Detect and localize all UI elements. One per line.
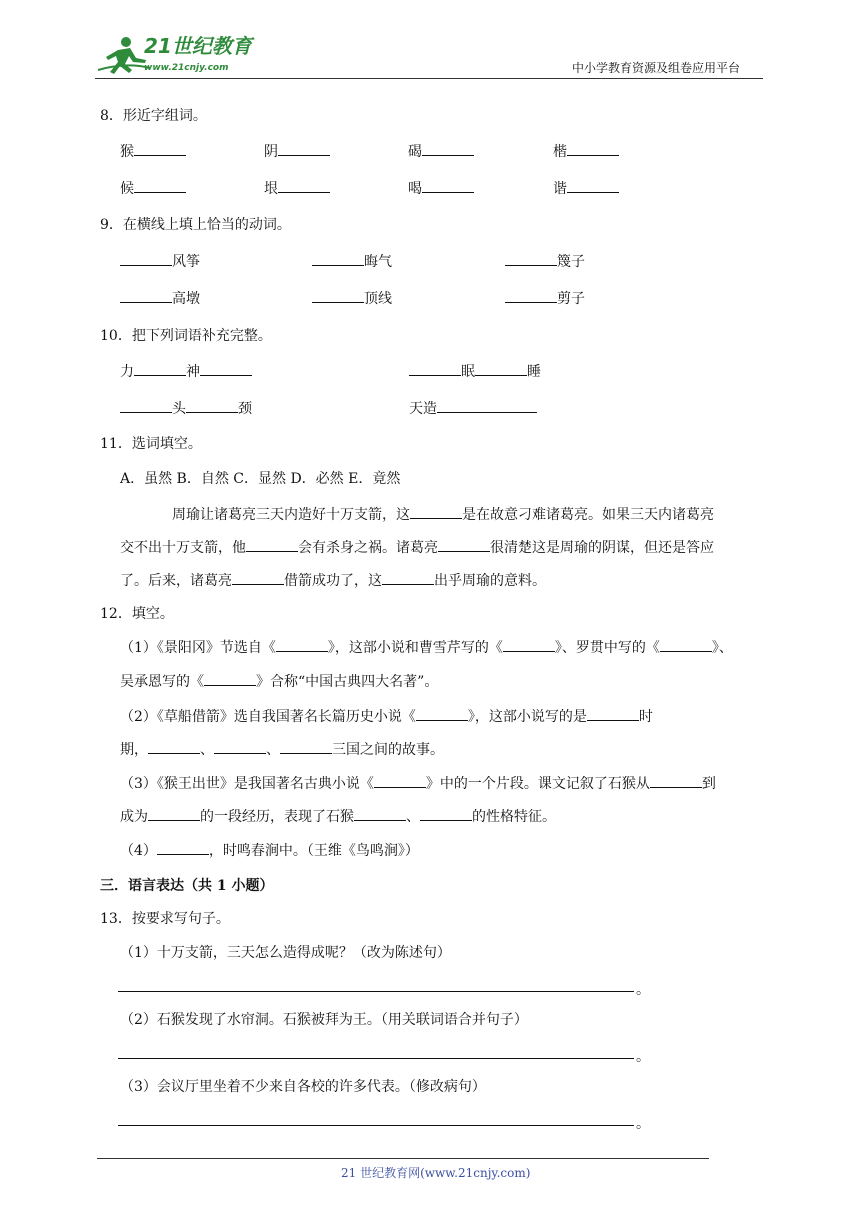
q9-title: 9．在横线上填上恰当的动词。 bbox=[100, 217, 291, 233]
answer-blank[interactable] bbox=[354, 806, 406, 821]
answer-blank[interactable] bbox=[278, 178, 330, 193]
answer-blank[interactable] bbox=[186, 398, 238, 413]
word-cell: 晦气 bbox=[364, 254, 392, 270]
answer-blank[interactable] bbox=[312, 251, 364, 266]
answer-blank[interactable] bbox=[276, 637, 328, 652]
answer-blank[interactable] bbox=[475, 361, 527, 376]
answer-blank[interactable] bbox=[505, 288, 557, 303]
q10-title: 10．把下列词语补充完整。 bbox=[100, 328, 272, 344]
logo-url: www.21cnjy.com bbox=[144, 63, 229, 73]
answer-blank[interactable] bbox=[200, 361, 252, 376]
answer-blank[interactable] bbox=[505, 251, 557, 266]
word-cell: 喝 bbox=[408, 181, 422, 197]
answer-blank[interactable] bbox=[120, 251, 172, 266]
answer-blank[interactable] bbox=[503, 637, 555, 652]
answer-blank[interactable] bbox=[312, 288, 364, 303]
word-cell: 谐 bbox=[553, 181, 567, 197]
q13-item3: （3）会议厅里坐着不少来自各校的许多代表。（修改病句） bbox=[120, 1079, 486, 1095]
platform-title: 中小学教育资源及组卷应用平台 bbox=[572, 61, 741, 75]
word-cell: 剪子 bbox=[557, 291, 585, 307]
q12-title: 12．填空。 bbox=[100, 606, 174, 622]
period-mark: 。 bbox=[636, 982, 650, 998]
answer-blank[interactable] bbox=[134, 178, 186, 193]
word-cell: 风筝 bbox=[172, 254, 200, 270]
answer-blank[interactable] bbox=[416, 706, 468, 721]
answer-blank[interactable] bbox=[120, 288, 172, 303]
word-cell: 阴 bbox=[264, 144, 278, 160]
answer-blank[interactable] bbox=[214, 739, 266, 754]
q13-title: 13．按要求写句子。 bbox=[100, 911, 230, 927]
q11-paragraph-line2: 交不出十万支箭，他 会有杀身之祸。诸葛亮 很清楚这是周瑜的阴谋，但还是答应 bbox=[120, 537, 714, 558]
answer-blank[interactable] bbox=[134, 141, 186, 156]
answer-blank[interactable] bbox=[204, 671, 256, 686]
idiom-char: 眠 bbox=[461, 364, 475, 380]
q12-item3-line1: （3）《猴王出世》是我国著名古典小说《 》中的一个片段。课文记叙了石猴从 到 bbox=[120, 773, 716, 794]
q13-item2: （2）石猴发现了水帘洞。石猴被拜为王。（用关联词语合并句子） bbox=[120, 1012, 528, 1028]
answer-blank[interactable] bbox=[232, 570, 284, 585]
q11-title: 11．选词填空。 bbox=[100, 436, 202, 452]
q12-item2-line2: 期， 、 、 三国之间的故事。 bbox=[120, 739, 444, 760]
footer-text: 21 世纪教育网(www.21cnjy.com) bbox=[341, 1166, 531, 1180]
answer-blank[interactable] bbox=[660, 637, 712, 652]
q8-title: 8．形近字组词。 bbox=[100, 108, 207, 124]
idiom-char: 神 bbox=[186, 364, 200, 380]
q12-item4: （4） ，时鸣春涧中。（王维《鸟鸣涧》） bbox=[120, 840, 419, 861]
answer-blank[interactable] bbox=[410, 504, 462, 519]
footer-divider bbox=[97, 1158, 709, 1159]
answer-blank[interactable] bbox=[567, 178, 619, 193]
word-cell: 垠 bbox=[264, 181, 278, 197]
answer-blank[interactable] bbox=[650, 773, 702, 788]
q12-item1-line2: 吴承恩写的《 》合称“中国古典四大名著”。 bbox=[120, 671, 438, 692]
section-heading: 三．语言表达（共 1 小题） bbox=[100, 878, 274, 894]
q12-item2-line1: （2）《草船借箭》选自我国著名长篇历史小说《 》，这部小说写的是 时 bbox=[120, 706, 653, 727]
answer-blank[interactable] bbox=[148, 739, 200, 754]
idiom-char: 力 bbox=[120, 364, 134, 380]
word-cell: 候 bbox=[120, 181, 134, 197]
q11-options: A．虽然 B．自然 C．显然 D．必然 E．竟然 bbox=[120, 471, 401, 487]
word-cell: 楷 bbox=[553, 144, 567, 160]
answer-blank[interactable] bbox=[134, 361, 186, 376]
idiom-char: 头 bbox=[172, 401, 186, 417]
q12-item1-line1: （1）《景阳冈》节选自《 》，这部小说和曹雪芹写的《 》、罗贯中写的《 》、 bbox=[120, 637, 733, 658]
idiom-char: 颈 bbox=[238, 401, 252, 417]
answer-blank[interactable] bbox=[278, 141, 330, 156]
answer-blank[interactable] bbox=[382, 570, 434, 585]
answer-line[interactable] bbox=[118, 991, 634, 992]
answer-blank[interactable] bbox=[587, 706, 639, 721]
answer-blank[interactable] bbox=[422, 141, 474, 156]
period-mark: 。 bbox=[636, 1049, 650, 1065]
word-cell: 篾子 bbox=[557, 254, 585, 270]
q13-item1: （1）十万支箭，三天怎么造得成呢？（改为陈述句） bbox=[120, 945, 451, 961]
word-cell: 碣 bbox=[408, 144, 422, 160]
answer-blank[interactable] bbox=[422, 178, 474, 193]
answer-line[interactable] bbox=[118, 1058, 634, 1059]
word-cell: 猴 bbox=[120, 144, 134, 160]
answer-blank[interactable] bbox=[374, 773, 426, 788]
q11-paragraph-line3: 了。后来，诸葛亮 借箭成功了，这 出乎周瑜的意料。 bbox=[120, 570, 546, 591]
answer-blank[interactable] bbox=[420, 806, 472, 821]
site-logo bbox=[96, 34, 256, 76]
answer-blank[interactable] bbox=[148, 806, 200, 821]
answer-blank[interactable] bbox=[157, 840, 209, 855]
answer-blank[interactable] bbox=[409, 361, 461, 376]
answer-blank[interactable] bbox=[438, 537, 490, 552]
answer-blank[interactable] bbox=[567, 141, 619, 156]
idiom-char: 睡 bbox=[527, 364, 541, 380]
q12-item3-line2: 成为 的一段经历，表现了石猴 、 的性格特征。 bbox=[120, 806, 556, 827]
word-cell: 高墩 bbox=[172, 291, 200, 307]
answer-blank[interactable] bbox=[246, 537, 298, 552]
idiom-char: 天造 bbox=[409, 401, 437, 417]
answer-blank[interactable] bbox=[437, 398, 537, 413]
q11-paragraph-line1: 周瑜让诸葛亮三天内造好十万支箭，这 是在故意刁难诸葛亮。如果三天内诸葛亮 bbox=[172, 504, 714, 525]
answer-blank[interactable] bbox=[120, 398, 172, 413]
header-divider bbox=[95, 78, 763, 79]
answer-line[interactable] bbox=[118, 1125, 634, 1126]
logo-text: 21世纪教育 bbox=[144, 34, 252, 58]
answer-blank[interactable] bbox=[280, 739, 332, 754]
period-mark: 。 bbox=[636, 1116, 650, 1132]
word-cell: 顶线 bbox=[364, 291, 392, 307]
